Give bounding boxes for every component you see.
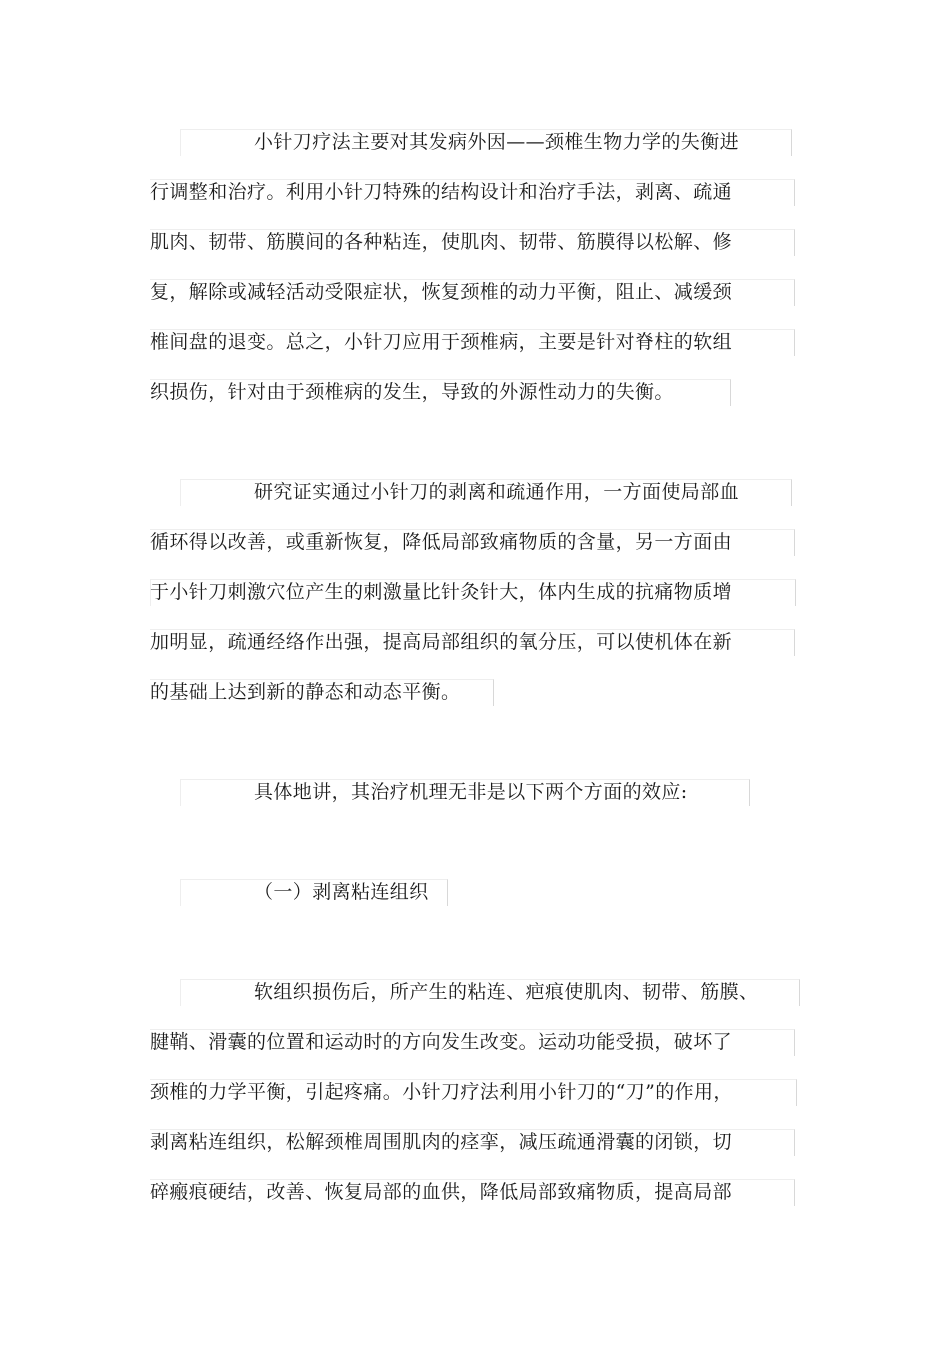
paragraph-2-line-5: 的基础上达到新的静态和动态平衡。 (150, 681, 461, 703)
paragraph-5-line-5: 碎瘢痕硬结，改善、恢复局部的血供，降低局部致痛物质，提高局部 (150, 1181, 733, 1203)
paragraph-1-line-6: 织损伤，针对由于颈椎病的发生，导致的外源性动力的失衡。 (150, 381, 674, 403)
paragraph-5-line-3: 颈椎的力学平衡，引起疼痛。小针刀疗法利用小针刀的“刀”的作用， (150, 1081, 733, 1103)
paragraph-5-line-1: 软组织损伤后，所产生的粘连、疤痕使肌肉、韧带、筋膜、 (254, 981, 759, 1003)
paragraph-1-line-5: 椎间盘的退变。总之，小针刀应用于颈椎病，主要是针对脊柱的软组 (150, 331, 733, 353)
paragraph-1-line-4: 复，解除或减轻活动受限症状，恢复颈椎的动力平衡，阻止、减缓颈 (150, 281, 733, 303)
paragraph-5-line-4: 剥离粘连组织，松解颈椎周围肌肉的痉挛，减压疏通滑囊的闭锁，切 (150, 1131, 733, 1153)
paragraph-2-line-3: 于小针刀刺激穴位产生的刺激量比针灸针大，体内生成的抗痛物质增 (150, 581, 733, 603)
paragraph-2-line-4: 加明显，疏通经络作出强，提高局部组织的氧分压，可以使机体在新 (150, 631, 733, 653)
paragraph-1-line-2: 行调整和治疗。利用小针刀特殊的结构设计和治疗手法，剥离、疏通 (150, 181, 733, 203)
paragraph-2-line-2: 循环得以改善，或重新恢复，降低局部致痛物质的含量，另一方面由 (150, 531, 733, 553)
paragraph-2-line-1: 研究证实通过小针刀的剥离和疏通作用，一方面使局部血 (254, 481, 740, 503)
section-heading: （一）剥离粘连组织 (254, 881, 429, 903)
paragraph-1-line-3: 肌肉、韧带、筋膜间的各种粘连，使肌肉、韧带、筋膜得以松解、修 (150, 231, 733, 253)
paragraph-3-line-1: 具体地讲，其治疗机理无非是以下两个方面的效应: (254, 781, 688, 803)
paragraph-5-line-2: 腱鞘、滑囊的位置和运动时的方向发生改变。运动功能受损，破坏了 (150, 1031, 733, 1053)
paragraph-1-line-1: 小针刀疗法主要对其发病外因——颈椎生物力学的失衡进 (254, 131, 740, 153)
